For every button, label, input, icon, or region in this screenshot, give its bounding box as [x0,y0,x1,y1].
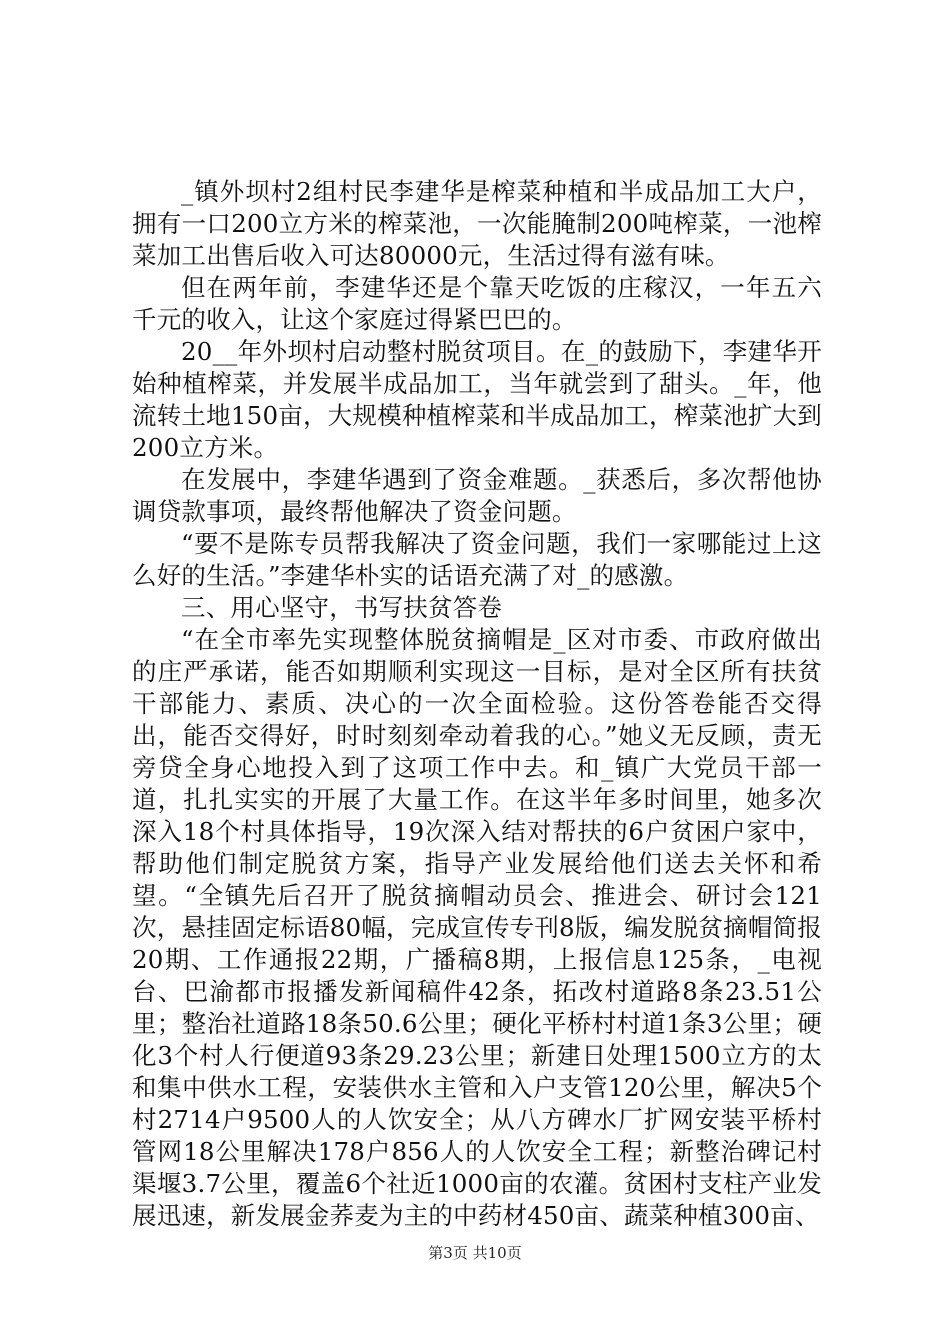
paragraph-5: “要不是陈专员帮我解决了资金问题，我们一家哪能过上这么好的生活。”李建华朴实的话语充满了对_的感激。 [132,529,822,590]
document-body [132,176,822,1232]
paragraph-1: _镇外坝村2组村民李建华是榨菜种植和半成品加工大户，拥有一口200立方米的榨菜池，一次能腌制200吨榨菜，一池榨菜加工出售后收入可达80000元，生活过得有滋有味。 [132,177,822,270]
page-footer: 第3页 共10页 [428,1244,522,1262]
paragraph-3: 20__年外坝村启动整村脱贫项目。在_的鼓励下，李建华开始种植榨菜，并发展半成品加工，当年就尝到了甜头。_年，他流转土地150亩，大规模种植榨菜和半成品加工，榨菜池扩大到200立方米。 [132,337,822,462]
paragraph-2: 但在两年前，李建华还是个靠天吃饭的庄稼汉，一年五六千元的收入，让这个家庭过得紧巴巴的。 [132,273,822,334]
section-heading: 三、用心坚守，书写扶贫答卷 [181,593,503,622]
paragraph-6: “在全市率先实现整体脱贫摘帽是_区对市委、市政府做出的庄严承诺，能否如期顺利实现这一目标，是对全区所有扶贫干部能力、素质、决心的一次全面检验。这份答卷能否交得出，能否交得好，时时刻刻牵动着我的心。”她义无反顾，责无旁贷全身心地投入到了这项工作中去。和_镇广大党员干部一道，扎扎实实的开展了大量工作。在这半年多时间里，她多次深入18个村具体指导，19次深入结对帮扶的6户贫困户家中，帮助他们制定脱贫方案，指导产业发展给他们送去关怀和希望。“全镇先后召开了脱贫摘帽动员会、推进会、研讨会121次，悬挂固定标语80幅，完成宣传专刊8版，编发脱贫摘帽简报20期、工作通报22期，广播稿8期，上报信息125条，_电视台、巴渝都市报播发新闻稿件42条，拓改村道路8条23.51公里；整治社道路18条50.6公里；硬化平桥村村道1条3公里；硬化3个村人行便道93条29.23公里；新建日处理1500立方的太和集中供水工程，安装供水主管和入户支管120公里，解决5个村2714户9500人的人饮安全；从八方碑水厂扩网安装平桥村管网18公里解决178户856人的人饮安全工程；新整治碑记村渠堰3.7公里，覆盖6个社近1000亩的农灌。贫困村支柱产业发展迅速，新发展金荞麦为主的中药材450亩、蔬菜种植300亩、 [132,625,822,1230]
paragraph-4: 在发展中，李建华遇到了资金难题。_获悉后，多次帮他协调贷款事项，最终帮他解决了资金问题。 [132,465,822,526]
